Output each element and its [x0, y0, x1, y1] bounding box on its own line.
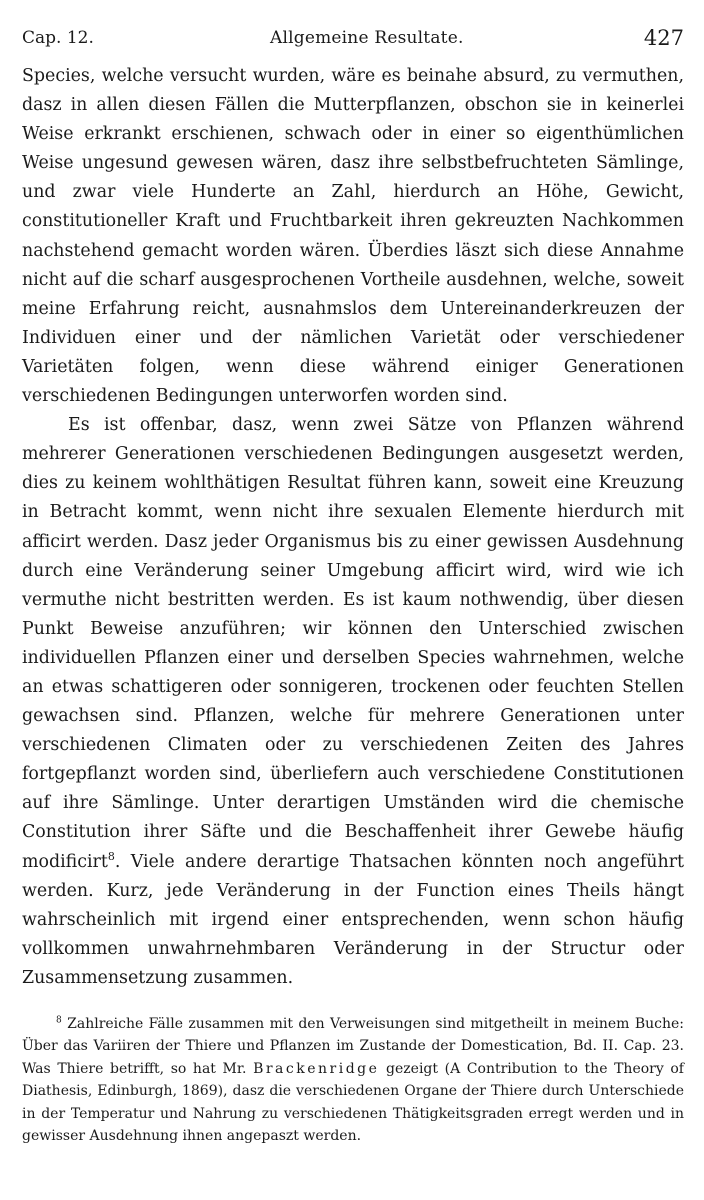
footnotes	[22, 1013, 684, 1147]
main-text	[22, 62, 684, 993]
running-head	[22, 28, 684, 62]
footnote-8	[22, 1013, 684, 1147]
footnote-number: 8	[56, 1015, 62, 1026]
footnote-reference: 8	[107, 849, 115, 863]
paragraph-2-text-b: . Viele andere derartige Thatsachen könnten noch angeführt werden. Kurz, jede Veränderung in der Function eines Theils hängt wahrscheinlich mit irgend einer entsprechenden, wenn schon häufig vollkommen unwahrnehmbaren Veränderung in der Structur oder Zusammensetzung zusammen.	[22, 851, 684, 988]
paragraph-2	[22, 411, 684, 993]
chapter-label: Cap. 12.	[22, 28, 94, 48]
section-title: Allgemeine Resultate.	[270, 28, 464, 48]
paragraph-2-text-a: Es ist offenbar, dasz, wenn zwei Sätze von Pflanzen während mehrerer Generationen verschiedenen Bedingungen ausgesetzt werden, dies zu keinem wohlthätigen Resultat führen kann, soweit eine Kreuzung in Betracht kommt, wenn nicht ihre sexualen Elemente hierdurch mit afficirt werden. Dasz jeder Organismus bis zu einer gewissen Ausdehnung durch eine Veränderung seiner Umgebung afficirt wird, wird wie ich vermuthe nicht bestritten werden. Es ist kaum nothwendig, über diesen Punkt Beweise anzuführen; wir können den Unterschied zwischen individuellen Pflanzen einer und derselben Species wahrnehmen, welche an etwas schattigeren oder sonnigeren, trockenen oder feuchten Stellen gewachsen sind. Pflanzen, welche für mehrere Generationen unter verschiedenen Climaten oder zu verschiedenen Zeiten des Jahres fortgepflanzt worden sind, überliefern auch verschiedene Constitutionen auf ihre Sämlinge. Unter derartigen Umständen wird die chemische Constitution ihrer Säfte und die Beschaffenheit ihrer Gewebe häufig modificirt	[22, 415, 684, 872]
footnote-author-name: Brackenridge	[253, 1060, 380, 1077]
page-number: 427	[643, 26, 684, 50]
footnote-text-b: gezeigt (A Contribution to the Theory of Diathesis, Edinburgh, 1869), dasz die verschiedenen Organe der Thiere durch Unterschiede in der Temperatur und Nahrung zu verschiedenen Thätigkeitsgraden erregt werden und in gewisser Ausdehnung ihnen angepaszt werden.	[22, 1060, 684, 1145]
footnote-text-a: Zahlreiche Fälle zusammen mit den Verweisungen sind mitgetheilt in meinem Buche: Über das Variiren der Thiere und Pflanzen im Zustande der Domestication, Bd. II. Cap. 23. Was Thiere betrifft, so hat Mr.	[22, 1016, 684, 1077]
paragraph-1: Species, welche versucht wurden, wäre es beinahe absurd, zu vermuthen, dasz in allen diesen Fällen die Mutterpflanzen, obschon sie in keinerlei Weise erkrankt erschienen, schwach oder in einer so eigenthümlichen Weise ungesund gewesen wären, dasz ihre selbstbefruchteten Sämlinge, und zwar viele Hunderte an Zahl, hierdurch an Höhe, Gewicht, constitutioneller Kraft und Fruchtbarkeit ihren gekreuzten Nachkommen nachstehend gemacht worden wären. Überdies läszt sich diese Annahme nicht auf die scharf ausgesprochenen Vortheile ausdehnen, welche, soweit meine Erfahrung reicht, ausnahmslos dem Untereinanderkreuzen der Individuen einer und der nämlichen Varietät oder verschiedener Varietäten folgen, wenn diese während einiger Generationen verschiedenen Bedingungen unterworfen worden sind.	[22, 66, 684, 407]
